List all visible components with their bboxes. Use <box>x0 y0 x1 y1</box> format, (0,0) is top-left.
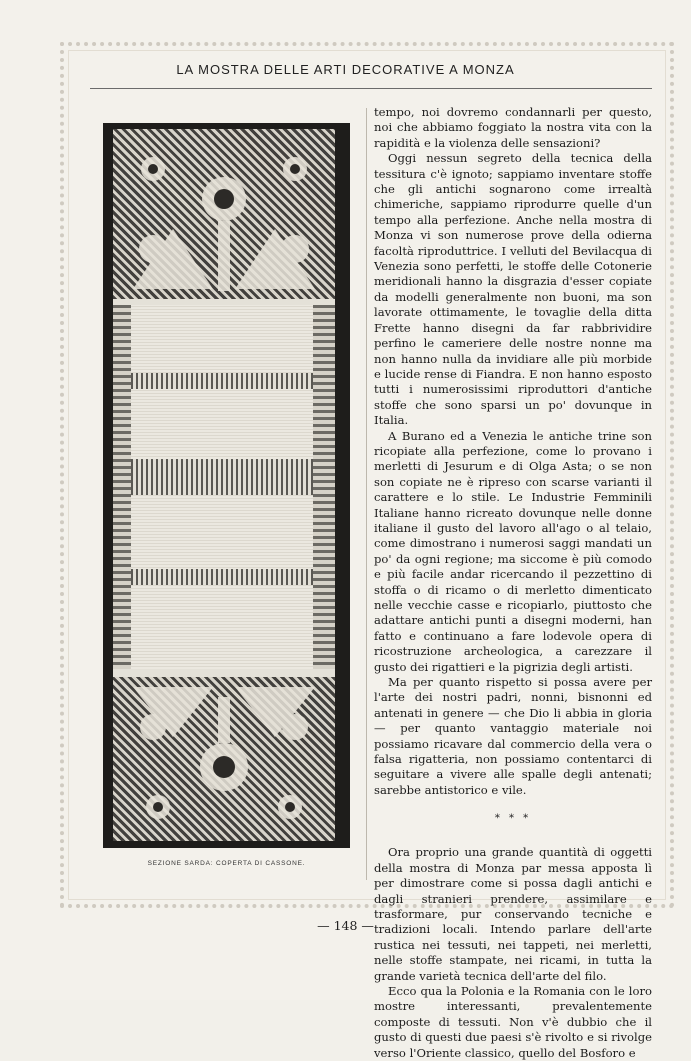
textile-photograph <box>103 123 350 848</box>
paragraph: tempo, noi dovremo condannarli per questo, noi che abbiamo foggiato la nostra vita con la rapidità e la violenza delle sensazioni? <box>374 105 652 150</box>
paragraph: Ecco qua la Polonia e la Romania con le loro mostre interessanti, prevalentemente composte di tessuti. Non v'è dubbio che il gusto di questi due paesi s'è rivolto e si rivolge verso l'Oriente classico, quello del Bosforo e <box>374 983 652 1060</box>
woven-stripe <box>131 569 313 585</box>
bottom-floral-motif <box>113 677 335 841</box>
right-woven-border <box>313 305 335 669</box>
paragraph: A Burano ed a Venezia le antiche trine son ricopiate alla perfezione, come lo provano i merletti di Jesurum e di Olga Asta; o se non son copiate ne è ripreso con scarse varianti il carattere e lo stile. Le Industrie Femminili Italiane hanno ricreato dovunque nelle donne italiane il gusto del lavoro all'ago o al telaio, come dimostrano i numerosi saggi mandati un po' da ogni regione; ma siccome è più comodo e più facile andar ricercando il pezzettino di stoffa o di ricamo o di merletto dimenticato nelle vecchie casse e ricopiarlo, piuttosto che adattare antichi punti a disegni moderni, han fatto e continuano a fare lodevole opera di ricostruzione archeologica, a carezzare il gusto dei rigattieri e la pigrizia degli artisti. <box>374 428 652 674</box>
woven-stripe <box>131 373 313 389</box>
running-title: LA MOSTRA DELLE ARTI DECORATIVE A MONZA <box>176 62 515 77</box>
column-rule <box>366 108 367 880</box>
figure-caption: SEZIONE SARDA: COPERTA DI CASSONE. <box>147 860 306 867</box>
title-rule <box>90 88 652 89</box>
page-number: — 148 — <box>317 918 374 933</box>
top-floral-motif <box>113 129 335 299</box>
paragraph: Oggi nessun segreto della tecnica della tessitura c'è ignoto; sappiamo inventare stoffe che gli antichi sognarono come irrealtà chimeriche, sappiamo riprodurre quelle d'un tempo alla perfezione. Anche nella mostra di Monza vi son numerose prove della odierna facoltà riproduttrice. I velluti del Bevilacqua di Venezia sono perfetti, le stoffe delle Cotonerie meridionali hanno la disgrazia d'esser copiate da modelli generalmente non buoni, ma son lavorate ottimamente, le tovaglie della ditta Frette hanno disegni da far rabbrividire perfino le cameriere delle nostre nonne ma non hanno nulla da invidiare alle più morbide e lucide rense di Fiandra. E non hanno esposto tutti i numerosissimi riproduttori d'antiche stoffe che sono sparsi un po' dovunque in Italia. <box>374 151 652 428</box>
paragraph: Ora proprio una grande quantità di oggetti della mostra di Monza par messa apposta lì per dimostrare come si possa dagli antichi e dagli stranieri prendere, assimilare e trasformare, pur conservando tecniche e tradizioni locali. Intendo parlare dell'arte rustica nei tessuti, nei tappeti, nei merletti, nelle stoffe stampate, nei ricami, in tutta la grande varietà tecnica dell'arte del filo. <box>374 845 652 983</box>
woven-stripe <box>131 459 313 495</box>
paragraph: Ma per quanto rispetto si possa avere per l'arte dei nostri padri, nonni, bisnonni ed antenati in genere — che Dio li abbia in gloria — per quanto vantaggio materiale noi possiamo ricavare dal commercio della vera o falsa rigatteria, non possiamo contentarci di seguitare a vivere alle spalle degli antenati; sarebbe antistorico e vile. <box>374 675 652 797</box>
left-woven-border <box>113 305 131 669</box>
textile-cover-image <box>113 129 335 841</box>
section-asterism: * * * <box>494 813 532 825</box>
